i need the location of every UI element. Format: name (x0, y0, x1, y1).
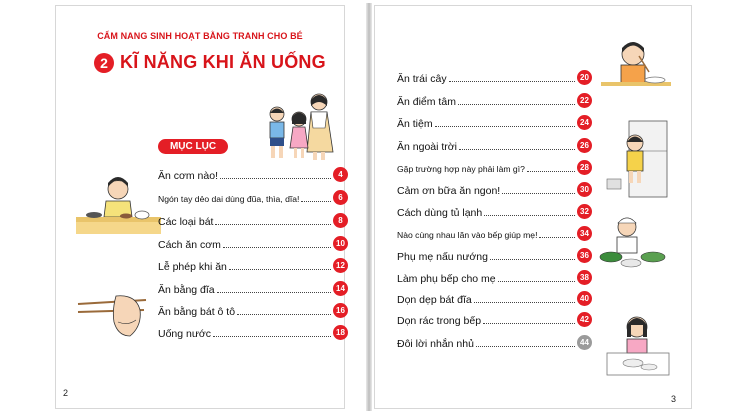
toc-entry[interactable] (397, 114, 592, 130)
toc-page-badge: 16 (333, 303, 348, 318)
toc-leader-dots (498, 281, 575, 282)
toc-entry[interactable] (397, 225, 592, 241)
toc-page-badge: 30 (577, 182, 592, 197)
toc-entry[interactable] (397, 269, 592, 285)
toc-page-badge: 42 (577, 312, 592, 327)
toc-entry[interactable] (397, 203, 592, 219)
toc-entry-label: Gặp trường hợp này phải làm gì? (397, 164, 525, 174)
toc-page-badge: 20 (577, 70, 592, 85)
toc-leader-dots (237, 314, 331, 315)
toc-entry-label: Ăn điểm tâm (397, 96, 456, 108)
toc-entry-label: Ngón tay dẻo dai dùng đũa, thìa, dĩa! (158, 194, 300, 204)
toc-leader-dots (483, 323, 575, 324)
toc-page-badge: 40 (577, 291, 592, 306)
toc-entry[interactable] (397, 181, 592, 197)
toc-page-badge: 24 (577, 115, 592, 130)
page-number: 2 (63, 388, 69, 398)
chapter-title: KĨ NĂNG KHI ĂN UỐNG (120, 52, 326, 72)
chapter-number-badge: 2 (94, 53, 114, 73)
toc-entry[interactable] (158, 280, 348, 296)
toc-leader-dots (217, 292, 331, 293)
toc-leader-dots (490, 259, 575, 260)
toc-entry-label: Ăn cơm nào! (158, 170, 218, 182)
toc-page-badge: 10 (333, 236, 348, 251)
toc-entry-label: Dọn rác trong bếp (397, 315, 482, 327)
toc-page-badge: 6 (333, 190, 348, 205)
toc-page-badge: 8 (333, 213, 348, 228)
toc-leader-dots (223, 247, 331, 248)
toc-leader-dots (229, 269, 331, 270)
toc-entry-label: Lễ phép khi ăn (158, 261, 227, 273)
toc-heading: MỤC LỤC (158, 139, 228, 154)
toc-entry-label: Cách dùng tủ lạnh (397, 207, 483, 219)
toc-entry[interactable] (397, 290, 592, 306)
toc-entry-label: Các loại bát (158, 216, 214, 228)
toc-leader-dots (458, 104, 575, 105)
series-title: CẨM NANG SINH HOẠT BẰNG TRANH CHO BÉ (97, 31, 303, 41)
toc-page-badge: 4 (333, 167, 348, 182)
child-cooking-illustration (597, 211, 672, 276)
toc-page-badge: 18 (333, 325, 348, 340)
toc-entry[interactable] (158, 235, 348, 251)
toc-leader-dots (301, 201, 331, 202)
toc-entry[interactable] (158, 324, 348, 340)
toc-leader-dots (435, 126, 575, 127)
left-page (55, 5, 345, 409)
toc-entry-label: Ăn tiệm (397, 118, 433, 130)
toc-entry-label: Dọn dẹp bát đĩa (397, 294, 472, 306)
toc-entry[interactable] (158, 302, 348, 318)
toc-leader-dots (449, 81, 575, 82)
toc-leader-dots (213, 336, 331, 337)
toc-entry[interactable] (397, 159, 592, 175)
toc-page-badge: 14 (333, 281, 348, 296)
toc-page-badge: 26 (577, 138, 592, 153)
toc-entry-label: Uống nước (158, 328, 212, 340)
toc-entry-label: Cảm ơn bữa ăn ngon! (397, 185, 501, 197)
toc-entry-label: Ăn bằng đĩa (158, 284, 215, 296)
toc-entry-label: Đôi lời nhắn nhủ (397, 338, 474, 350)
toc-leader-dots (527, 171, 575, 172)
toc-entry[interactable] (397, 311, 592, 327)
toc-page-badge: 38 (577, 270, 592, 285)
toc-entry[interactable] (397, 247, 592, 263)
toc-leader-dots (459, 149, 575, 150)
toc-leader-dots (215, 224, 331, 225)
toc-entry-label: Ăn bằng bát ô tô (158, 306, 236, 318)
toc-entry-label: Cách ăn cơm (158, 239, 221, 251)
boy-praying-at-table-illustration (76, 171, 161, 241)
toc-leader-dots (502, 193, 575, 194)
family-illustration (261, 84, 341, 164)
toc-entry-label: Ăn ngoài trời (397, 141, 458, 153)
toc-entry[interactable] (158, 257, 348, 273)
book-spine (366, 3, 372, 411)
toc-entry-label: Ăn trái cây (397, 73, 447, 85)
hand-holding-chopsticks-illustration (78, 292, 148, 342)
toc-page-badge: 32 (577, 204, 592, 219)
toc-entry[interactable] (158, 212, 348, 228)
toc-entry[interactable] (158, 166, 348, 182)
toc-page-badge: 34 (577, 226, 592, 241)
toc-entry[interactable] (397, 69, 592, 85)
toc-leader-dots (474, 302, 575, 303)
toc-page-badge: 22 (577, 93, 592, 108)
toc-entry[interactable] (158, 189, 348, 205)
toc-entry[interactable] (397, 334, 592, 350)
toc-page-badge: 12 (333, 258, 348, 273)
toc-entry[interactable] (397, 137, 592, 153)
child-at-refrigerator-illustration (599, 121, 669, 201)
right-page (374, 5, 692, 409)
toc-leader-dots (476, 346, 575, 347)
toc-leader-dots (220, 178, 331, 179)
toc-entry-label: Nào cùng nhau lăn vào bếp giúp mẹ! (397, 230, 538, 240)
toc-page-badge: 28 (577, 160, 592, 175)
toc-entry-label: Làm phụ bếp cho mẹ (397, 273, 496, 285)
toc-entry-label: Phụ mẹ nấu nướng (397, 251, 488, 263)
toc-entry[interactable] (397, 92, 592, 108)
page-number: 3 (671, 394, 677, 404)
child-washing-dishes-illustration (603, 311, 673, 381)
toc-leader-dots (539, 237, 575, 238)
child-eating-illustration (601, 36, 671, 101)
toc-page-badge: 36 (577, 248, 592, 263)
toc-leader-dots (484, 215, 575, 216)
chapter-heading (94, 52, 326, 73)
toc-page-badge: 44 (577, 335, 592, 350)
